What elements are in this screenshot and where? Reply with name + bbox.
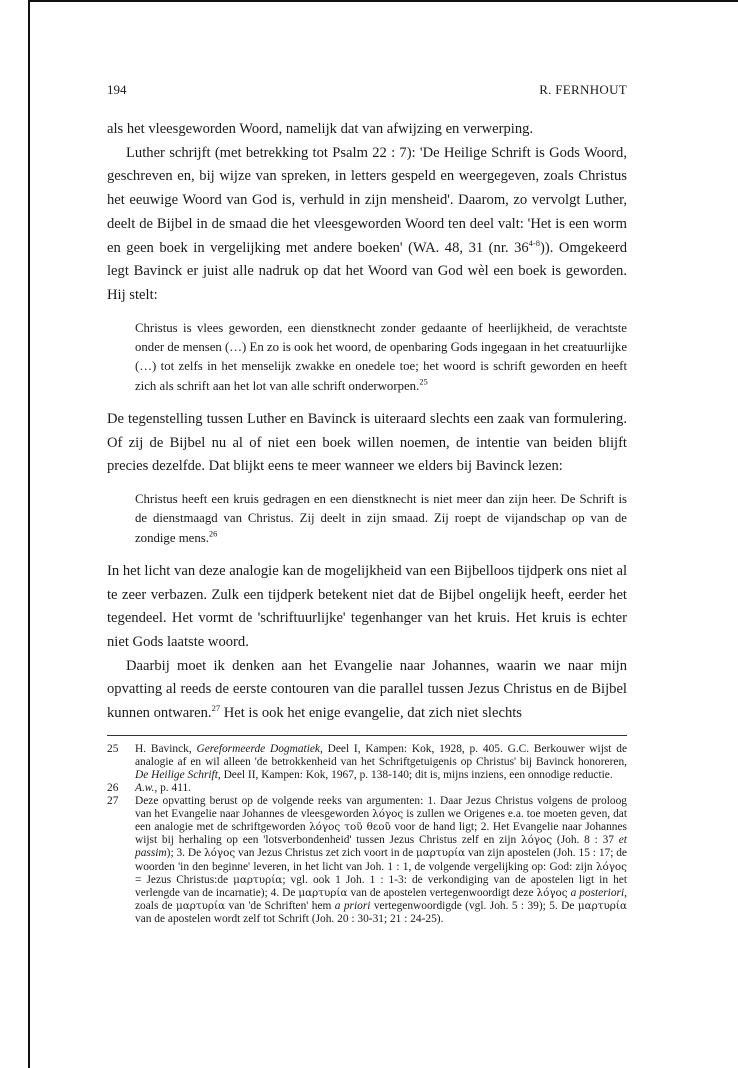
footnote-number: 25 (107, 742, 119, 755)
paragraph-3: De tegenstelling tussen Luther en Bavinck is uiteraard slechts een zaak van formulering. Of zij de Bijbel nu al of niet een boek willen noemen, de intentie van beiden blijft precies dezelfde. Dat blijkt eens te meer wanneer we elders bij Bavinck lezen: (107, 410, 627, 475)
footnote-text: A.w., p. 411. (135, 782, 192, 795)
paragraph-2-text-a: Luther schrijft (met betrekking tot Psalm 22 : 7): 'De Heilige Schrift is Gods Woord, geschreven en, bij wijze van spreken, in letters gespeld en weergegeven, zoals Christus het eeuwige Woord van God is, verhuld in zijn mensheid'. Daarom, zo vervolgt Luther, deelt de Bijbel in de smaad die het vleesgeworden Woord ten deel valt: 'Het is een worm en geen boek in vergelijking met andere boeken' (WA. 48, 31 (nr. 36 (107, 144, 627, 256)
paragraph-2-text-b: )). Omgekeerd legt Bavinck er juist alle nadruk op dat het Woord van God wèl een boek is geworden. Hij stelt: (107, 239, 627, 303)
paragraph-5-text-b: Het is ook het enige evangelie, dat zich niet slechts (220, 705, 522, 722)
page-header (107, 82, 627, 100)
block-quote-2-text: Christus heeft een kruis gedragen en een dienstknecht is niet meer dan zijn heer. De Schrift is de dienstmaagd van Christus. Zij deelt in zijn smaad. Zij roept de vijandschap op van de zondige mens. (135, 491, 627, 545)
scan-border-left (28, 0, 30, 1068)
footnote-26 (107, 782, 627, 795)
block-quote-1-text: Christus is vlees geworden, een dienstknecht zonder gedaante of heerlijkheid, de verachtste onder de mensen (…) En zo is ook het woord, de openbaring Gods ingegaan in het creatuurlijke (…) tot zelfs in het menselijk zwakke en onedele toe; het woord is schrift geworden en heeft zich als schrift aan het lot van alle schrift onderworpen. (135, 320, 627, 393)
footnote-number: 26 (107, 782, 119, 795)
footnote-text: Deze opvatting berust op de volgende reeks van argumenten: 1. Daar Jezus Christus volgens de proloog van het Evangelie naar Johannes de vleesgeworden λόγος is zullen we Origenes e.a. toe moeten geven, dat een analogie met de schriftgeworden λόγος τοῦ θεοῦ voor de hand ligt; 2. Het Evangelie naar Johannes wijst bij herhaling op een 'lotsverbondenheid' tussen Jezus Christus zelf en zijn λόγος (Joh. 8 : 37 et passim); 3. De λόγος van Jezus Christus zet zich voort in de μαρτυρία van zijn apostelen (Joh. 15 : 17; de woorden 'in den beginne' leveren, in het licht van Joh. 1 : 1, de volgende vergelijking op: God: zijn λόγος = Jezus Christus:de μαρτυρία; vgl. ook 1 Joh. 1 : 1-3: de verkondiging van de apostelen ligt in het verlengde van de incarnatie); 4. De μαρτυρία van de apostelen vertegenwoordigt deze λόγος a posteriori, zoals de μαρτυρία van 'de Schriften' hem a priori vertegenwoordigde (vgl. Joh. 5 : 39); 5. De μαρτυρία van de apostelen wordt zelf tot Schrift (Joh. 20 : 30-31; 21 : 24-25). (135, 795, 627, 925)
block-quote-2 (135, 490, 627, 548)
paragraph-1: als het vleesgeworden Woord, namelijk dat van afwijzing en verwerping. (107, 121, 534, 137)
footnote-text: H. Bavinck, Gereformeerde Dogmatiek, Deel I, Kampen: Kok, 1928, p. 405. G.C. Berkouwer wijst de analogie af en wil alleen 'de betrokkenheid van het Schriftgetuigenis op Christus' bij Bavinck honoreren, De Heilige Schrift, Deel II, Kampen: Kok, 1967, p. 138-140; dit is, mijns inziens, een onnodige reductie. (135, 742, 627, 781)
footnote-rule (107, 735, 627, 736)
footnote-number: 27 (107, 795, 119, 808)
superscript-verses: 4-8 (528, 237, 541, 248)
paragraph-4: In het licht van deze analogie kan de mogelijkheid van een Bijbelloos tijdperk ons niet al te zeer verbazen. Zulk een tijdperk betekent niet dat de Bijbel ongelijk heeft, eerder het tegendeel. Het vormt de 'schriftuurlijke' tegenhanger van het kruis. Het kruis is echter niet Gods laatste woord. (107, 562, 627, 650)
page-number: 194 (107, 82, 127, 97)
footnote-ref-25: 25 (419, 376, 428, 387)
body-text (107, 118, 627, 926)
paragraph-2 (107, 142, 627, 308)
footnote-27 (107, 795, 627, 926)
scan-border-top (28, 0, 738, 2)
running-head: R. FERNHOUT (539, 82, 627, 97)
paragraph-5-text-a: Daarbij moet ik denken aan het Evangelie naar Johannes, waarin we naar mijn opvatting al reeds de eerste contouren van die parallel tussen Jezus Christus en de Bijbel kunnen ontwaren. (107, 657, 627, 722)
block-quote-1 (135, 319, 627, 396)
footnote-ref-27: 27 (211, 703, 221, 714)
footnote-25 (107, 743, 627, 782)
paragraph-5 (107, 655, 627, 726)
footnote-ref-26: 26 (208, 528, 218, 539)
